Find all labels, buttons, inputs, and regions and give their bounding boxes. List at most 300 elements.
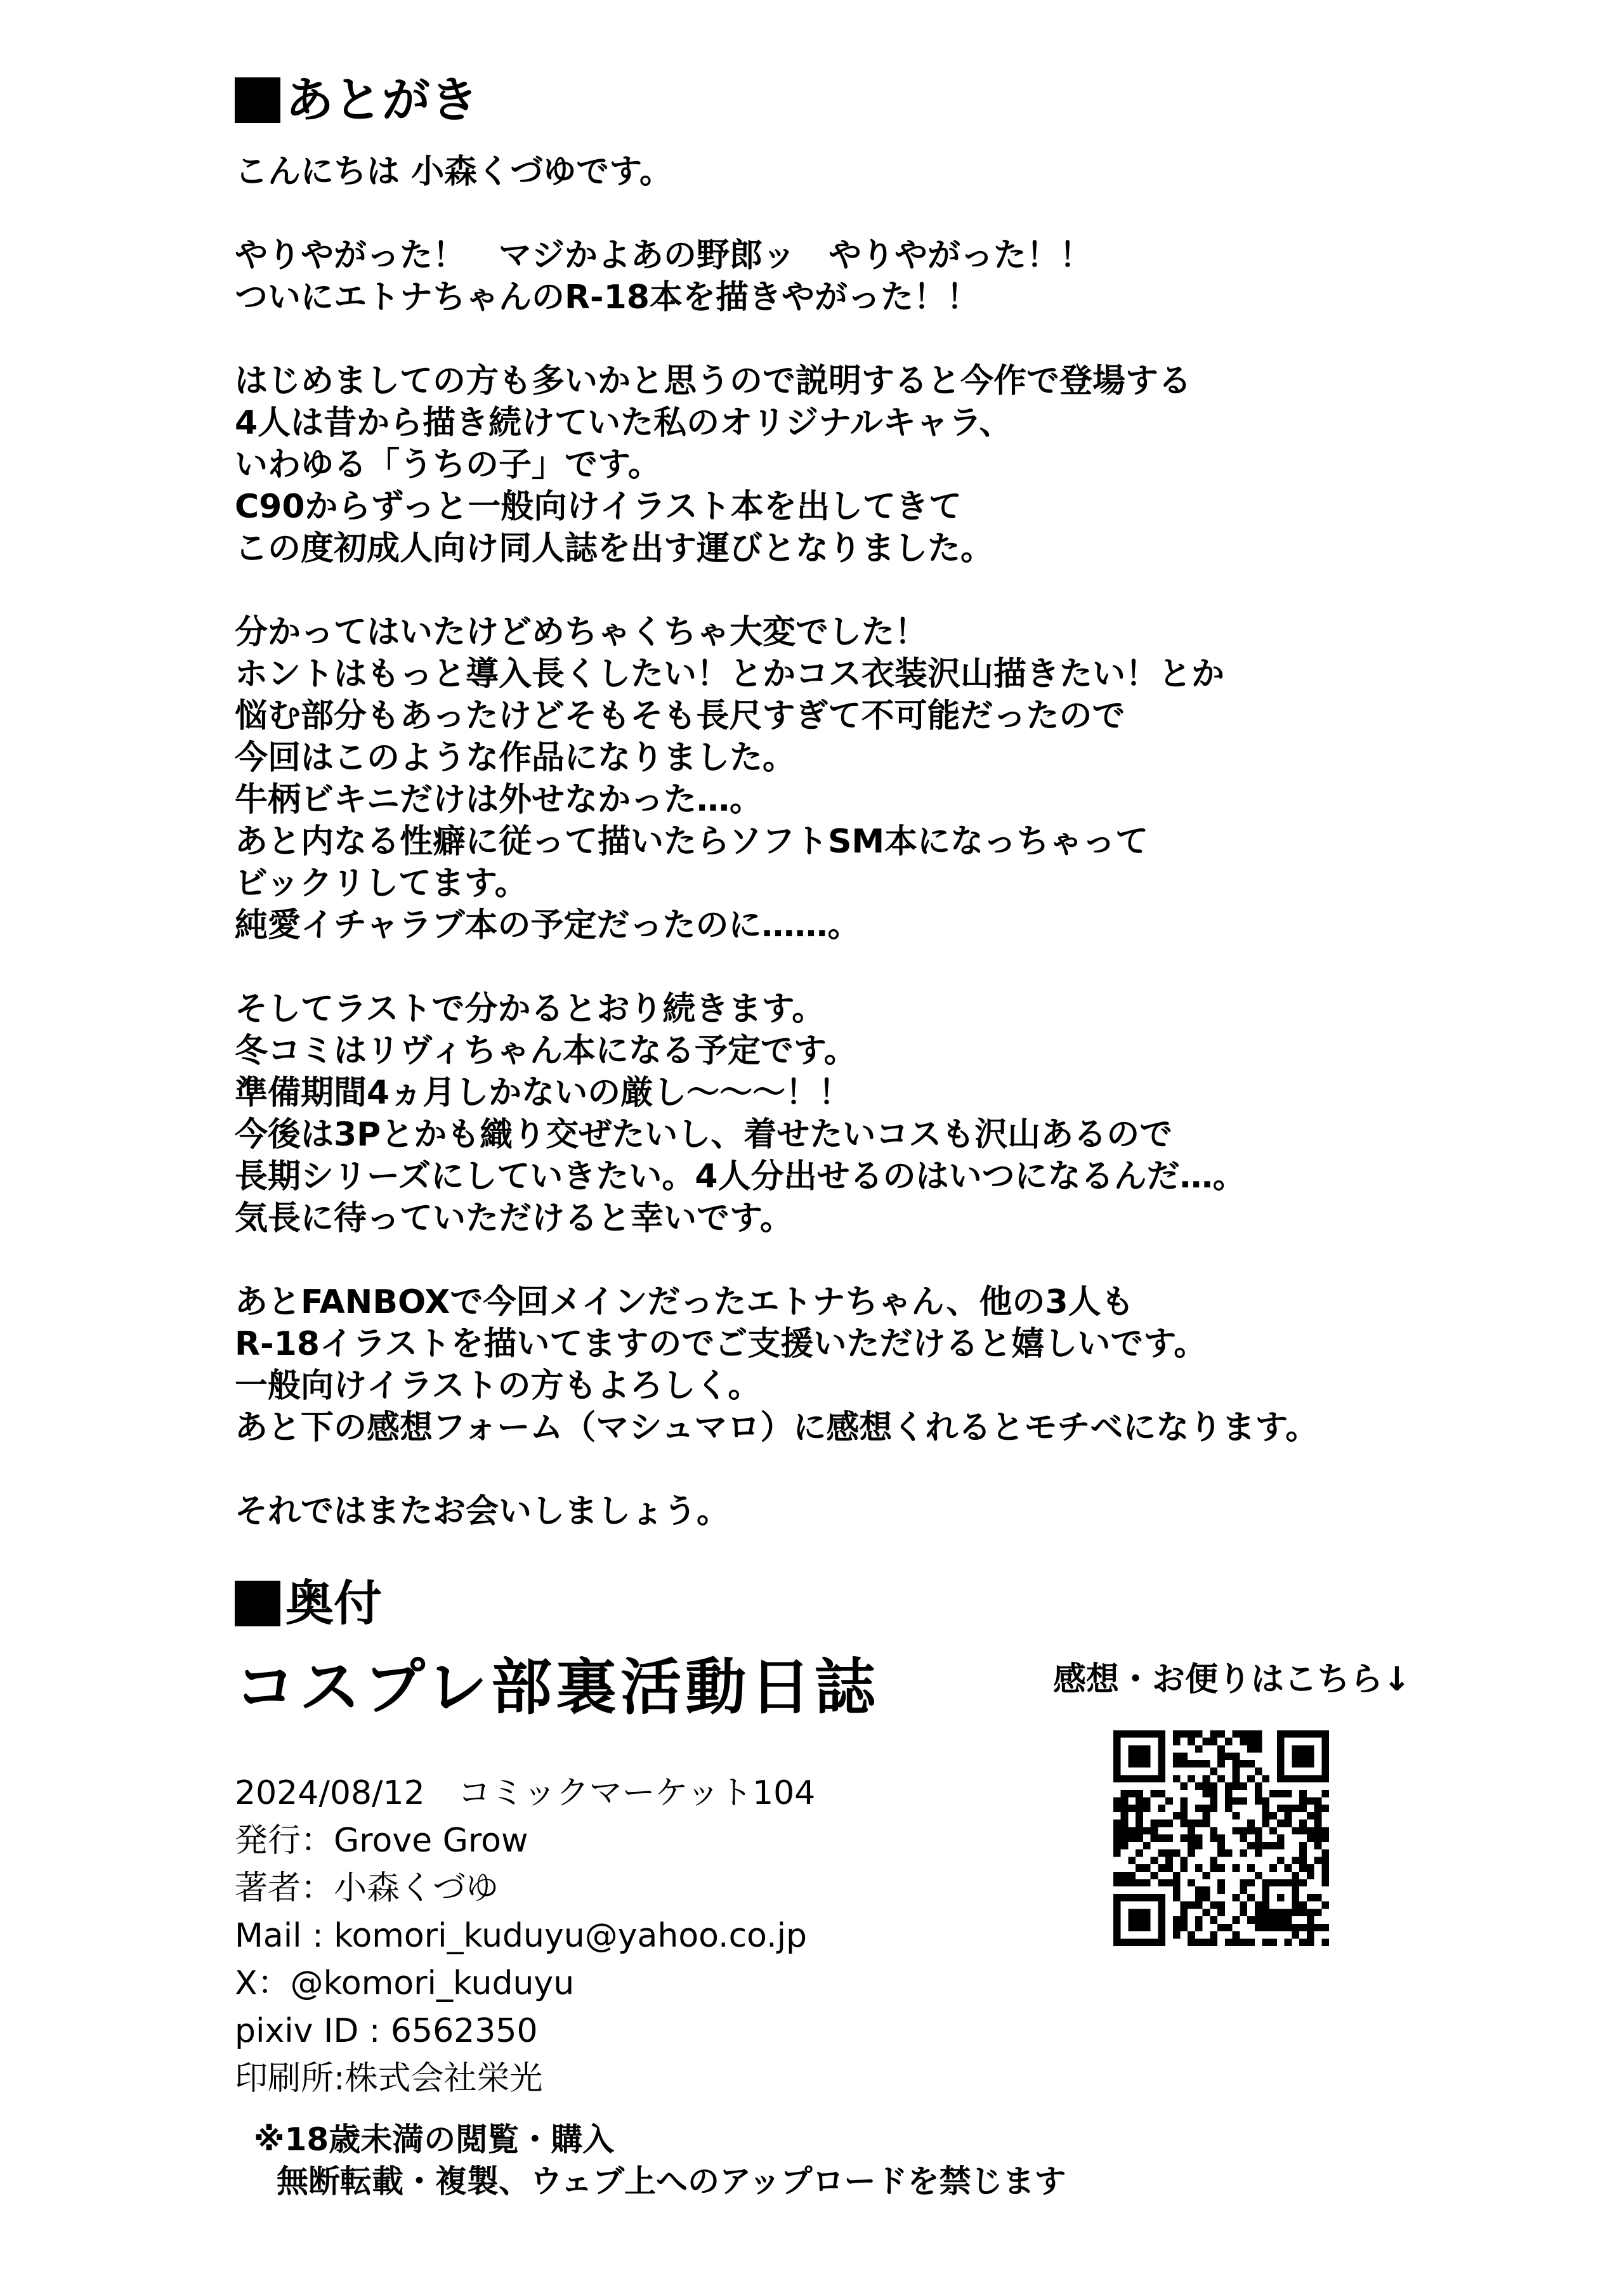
qr-module xyxy=(1277,1842,1285,1850)
qr-module xyxy=(1188,1850,1195,1857)
qr-module xyxy=(1136,1753,1143,1760)
qr-module xyxy=(1321,1857,1329,1864)
qr-module xyxy=(1143,1916,1151,1924)
qr-module xyxy=(1292,1902,1299,1909)
qr-module xyxy=(1225,1738,1233,1746)
qr-module xyxy=(1181,1864,1188,1872)
afterword-body xyxy=(235,151,1503,1574)
qr-module xyxy=(1292,1753,1299,1760)
qr-module xyxy=(1143,1894,1151,1902)
qr-module xyxy=(1136,1820,1143,1827)
qr-module xyxy=(1158,1745,1165,1753)
qr-module xyxy=(1217,1775,1225,1782)
qr-module xyxy=(1307,1812,1314,1820)
qr-module xyxy=(1262,1820,1269,1827)
qr-module xyxy=(1121,1812,1129,1820)
qr-module xyxy=(1247,1879,1255,1886)
qr-module xyxy=(1143,1909,1151,1916)
qr-module xyxy=(1181,1820,1188,1827)
qr-module xyxy=(1240,1827,1247,1834)
qr-module xyxy=(1195,1938,1203,1946)
qr-module xyxy=(1195,1834,1203,1842)
qr-module xyxy=(1121,1834,1129,1842)
qr-module xyxy=(1299,1902,1307,1909)
qr-module xyxy=(1113,1879,1121,1886)
qr-module xyxy=(1158,1909,1165,1916)
qr-module xyxy=(1181,1834,1188,1842)
qr-module xyxy=(1240,1798,1247,1805)
qr-module xyxy=(1247,1738,1255,1746)
qr-module xyxy=(1113,1931,1121,1939)
qr-module xyxy=(1128,1760,1136,1768)
paragraph xyxy=(235,611,1503,946)
qr-module xyxy=(1113,1820,1121,1827)
qr-module xyxy=(1128,1775,1136,1782)
qr-module xyxy=(1173,1872,1181,1879)
qr-module xyxy=(1173,1760,1181,1768)
book-title: コスプレ部裏活動日誌 xyxy=(235,1652,880,1723)
qr-module xyxy=(1314,1730,1322,1738)
qr-module xyxy=(1247,1842,1255,1850)
qr-module xyxy=(1203,1909,1210,1916)
qr-module xyxy=(1210,1857,1217,1864)
qr-module xyxy=(1136,1790,1143,1798)
text-line: やりやがった！ マジかよあの野郎ッ やりやがった！！ xyxy=(235,237,1093,275)
qr-module xyxy=(1307,1753,1314,1760)
qr-module xyxy=(1188,1820,1195,1827)
text-line: 純愛イチャラブ本の予定だったのに……。 xyxy=(235,906,861,944)
text-line: 今回はこのような作品になりました。 xyxy=(235,739,796,777)
qr-module xyxy=(1195,1745,1203,1753)
qr-module xyxy=(1292,1909,1299,1916)
qr-module xyxy=(1173,1894,1181,1902)
qr-module xyxy=(1225,1798,1233,1805)
qr-module xyxy=(1217,1745,1225,1753)
qr-module xyxy=(1203,1782,1210,1790)
text-line: 気長に待っていただけると幸いです。 xyxy=(235,1199,793,1238)
qr-module xyxy=(1217,1909,1225,1916)
qr-module xyxy=(1269,1812,1277,1820)
qr-module xyxy=(1195,1916,1203,1924)
qr-module xyxy=(1136,1745,1143,1753)
qr-module xyxy=(1210,1738,1217,1746)
qr-module xyxy=(1128,1753,1136,1760)
qr-module xyxy=(1113,1924,1121,1931)
qr-module xyxy=(1181,1924,1188,1931)
qr-module xyxy=(1181,1909,1188,1916)
qr-module xyxy=(1136,1798,1143,1805)
qr-module xyxy=(1136,1916,1143,1924)
qr-module xyxy=(1321,1760,1329,1768)
qr-module xyxy=(1158,1820,1165,1827)
qr-module xyxy=(1203,1886,1210,1894)
qr-module xyxy=(1307,1931,1314,1939)
qr-module xyxy=(1277,1738,1285,1746)
qr-module xyxy=(1113,1805,1121,1812)
event-date-line: 2024/08/12 コミックマーケット104 xyxy=(235,1774,816,1812)
qr-module xyxy=(1262,1842,1269,1850)
qr-module xyxy=(1173,1738,1181,1746)
qr-module xyxy=(1143,1938,1151,1946)
qr-module xyxy=(1181,1812,1188,1820)
qr-module xyxy=(1188,1760,1195,1768)
qr-module xyxy=(1165,1798,1173,1805)
text-line: あと下の感想フォーム（マシュマロ）に感想くれるとモチベになります。 xyxy=(235,1409,1319,1447)
qr-module xyxy=(1151,1827,1158,1834)
qr-module xyxy=(1255,1738,1262,1746)
qr-module xyxy=(1292,1745,1299,1753)
qr-module xyxy=(1299,1827,1307,1834)
qr-module xyxy=(1128,1872,1136,1879)
qr-module xyxy=(1299,1775,1307,1782)
qr-module xyxy=(1128,1879,1136,1886)
qr-module xyxy=(1143,1827,1151,1834)
qr-module xyxy=(1121,1894,1129,1902)
qr-module xyxy=(1173,1879,1181,1886)
qr-module xyxy=(1210,1902,1217,1909)
qr-module xyxy=(1233,1730,1240,1738)
qr-module xyxy=(1262,1894,1269,1902)
qr-module xyxy=(1277,1790,1285,1798)
qr-module xyxy=(1203,1820,1210,1827)
qr-module xyxy=(1240,1879,1247,1886)
qr-module xyxy=(1195,1782,1203,1790)
qr-module xyxy=(1173,1916,1181,1924)
qr-module xyxy=(1158,1931,1165,1939)
paragraph xyxy=(235,1491,1503,1532)
qr-module xyxy=(1173,1850,1181,1857)
qr-module xyxy=(1217,1864,1225,1872)
qr-module xyxy=(1195,1924,1203,1931)
qr-module xyxy=(1121,1879,1129,1886)
qr-module xyxy=(1188,1738,1195,1746)
qr-module xyxy=(1188,1834,1195,1842)
qr-module xyxy=(1195,1902,1203,1909)
qr-module xyxy=(1262,1879,1269,1886)
qr-module xyxy=(1151,1790,1158,1798)
qr-module xyxy=(1136,1834,1143,1842)
qr-module xyxy=(1269,1842,1277,1850)
qr-module xyxy=(1314,1842,1322,1850)
qr-module xyxy=(1188,1827,1195,1834)
text-line: C90からずっと一般向けイラスト本を出してきて xyxy=(235,488,962,526)
qr-module xyxy=(1217,1886,1225,1894)
qr-module xyxy=(1299,1805,1307,1812)
qr-module xyxy=(1173,1886,1181,1894)
qr-module xyxy=(1203,1805,1210,1812)
qr-module xyxy=(1181,1782,1188,1790)
qr-module xyxy=(1158,1879,1165,1886)
qr-module xyxy=(1210,1730,1217,1738)
black-square-icon xyxy=(235,1581,280,1626)
qr-module xyxy=(1255,1768,1262,1775)
qr-module xyxy=(1203,1894,1210,1902)
qr-module xyxy=(1233,1768,1240,1775)
qr-module xyxy=(1299,1760,1307,1768)
qr-module xyxy=(1158,1902,1165,1909)
qr-module xyxy=(1269,1790,1277,1798)
qr-module xyxy=(1158,1938,1165,1946)
text-line: あとFANBOXで今回メインだったエトナちゃん、他の3人も xyxy=(235,1283,1134,1321)
qr-module xyxy=(1321,1790,1329,1798)
qr-module xyxy=(1136,1760,1143,1768)
qr-module xyxy=(1285,1790,1292,1798)
qr-module xyxy=(1307,1916,1314,1924)
qr-module xyxy=(1128,1745,1136,1753)
qr-module xyxy=(1321,1805,1329,1812)
qr-module xyxy=(1285,1938,1292,1946)
qr-module xyxy=(1299,1820,1307,1827)
qr-module xyxy=(1307,1894,1314,1902)
qr-module xyxy=(1292,1894,1299,1902)
qr-module xyxy=(1151,1730,1158,1738)
qr-module xyxy=(1233,1916,1240,1924)
qr-module xyxy=(1255,1798,1262,1805)
qr-module xyxy=(1217,1924,1225,1931)
qr-module xyxy=(1217,1902,1225,1909)
text-line: ビックリしてます。 xyxy=(235,865,528,903)
qr-module xyxy=(1321,1938,1329,1946)
qr-module xyxy=(1277,1745,1285,1753)
qr-module xyxy=(1151,1894,1158,1902)
qr-module xyxy=(1173,1753,1181,1760)
qr-module xyxy=(1121,1790,1129,1798)
qr-module xyxy=(1307,1938,1314,1946)
qr-module xyxy=(1128,1857,1136,1864)
qr-module xyxy=(1285,1805,1292,1812)
qr-module xyxy=(1307,1730,1314,1738)
qr-module xyxy=(1277,1879,1285,1886)
qr-module xyxy=(1143,1798,1151,1805)
qr-module xyxy=(1128,1834,1136,1842)
qr-module xyxy=(1225,1938,1233,1946)
text-line: 一般向けイラストの方もよろしく。 xyxy=(235,1367,761,1405)
qr-module xyxy=(1233,1782,1240,1790)
qr-module xyxy=(1321,1864,1329,1872)
qr-module xyxy=(1113,1894,1121,1902)
qr-module xyxy=(1195,1886,1203,1894)
qr-module xyxy=(1314,1820,1322,1827)
qr-module xyxy=(1277,1753,1285,1760)
qr-module xyxy=(1158,1850,1165,1857)
qr-module xyxy=(1262,1916,1269,1924)
qr-module xyxy=(1158,1864,1165,1872)
qr-module xyxy=(1299,1730,1307,1738)
qr-module xyxy=(1262,1886,1269,1894)
qr-module xyxy=(1233,1760,1240,1768)
colophon-heading-text: 奥付 xyxy=(285,1575,382,1631)
qr-module xyxy=(1314,1894,1322,1902)
qr-module xyxy=(1210,1768,1217,1775)
qr-module xyxy=(1299,1842,1307,1850)
qr-module xyxy=(1128,1924,1136,1931)
qr-module xyxy=(1269,1864,1277,1872)
qr-module xyxy=(1121,1730,1129,1738)
qr-module xyxy=(1240,1782,1247,1790)
qr-module xyxy=(1210,1834,1217,1842)
qr-module xyxy=(1217,1834,1225,1842)
qr-module xyxy=(1195,1730,1203,1738)
text-line: 牛柄ビキニだけは外せなかった…。 xyxy=(235,781,763,819)
qr-module xyxy=(1188,1775,1195,1782)
qr-module xyxy=(1181,1753,1188,1760)
qr-module xyxy=(1143,1805,1151,1812)
qr-module xyxy=(1158,1790,1165,1798)
qr-module xyxy=(1314,1924,1322,1931)
qr-module xyxy=(1181,1730,1188,1738)
qr-module xyxy=(1188,1938,1195,1946)
qr-module xyxy=(1314,1827,1322,1834)
colophon-heading xyxy=(235,1575,382,1631)
qr-module xyxy=(1292,1760,1299,1768)
qr-module xyxy=(1321,1775,1329,1782)
qr-module xyxy=(1292,1827,1299,1834)
qr-module xyxy=(1247,1894,1255,1902)
qr-module xyxy=(1136,1864,1143,1872)
qr-module xyxy=(1292,1872,1299,1879)
qr-module xyxy=(1321,1827,1329,1834)
qr-module xyxy=(1240,1886,1247,1894)
qr-module xyxy=(1240,1760,1247,1768)
qr-module xyxy=(1203,1738,1210,1746)
qr-code-icon[interactable] xyxy=(1113,1730,1329,1946)
qr-module xyxy=(1255,1827,1262,1834)
qr-module xyxy=(1307,1909,1314,1916)
qr-module xyxy=(1181,1805,1188,1812)
qr-module xyxy=(1247,1760,1255,1768)
qr-module xyxy=(1113,1938,1121,1946)
qr-module xyxy=(1210,1805,1217,1812)
qr-module xyxy=(1136,1775,1143,1782)
qr-module xyxy=(1158,1730,1165,1738)
qr-module xyxy=(1136,1924,1143,1931)
qr-module xyxy=(1233,1827,1240,1834)
qr-module xyxy=(1307,1872,1314,1879)
qr-module xyxy=(1136,1894,1143,1902)
qr-module xyxy=(1173,1924,1181,1931)
qr-module xyxy=(1277,1857,1285,1864)
qr-module xyxy=(1285,1775,1292,1782)
qr-module xyxy=(1321,1730,1329,1738)
qr-module xyxy=(1321,1753,1329,1760)
qr-module xyxy=(1128,1916,1136,1924)
qr-module xyxy=(1233,1753,1240,1760)
qr-module xyxy=(1314,1812,1322,1820)
qr-module xyxy=(1277,1775,1285,1782)
qr-module xyxy=(1321,1834,1329,1842)
qr-module xyxy=(1255,1745,1262,1753)
qr-module xyxy=(1113,1730,1121,1738)
qr-module xyxy=(1314,1834,1322,1842)
qr-module xyxy=(1158,1753,1165,1760)
qr-module xyxy=(1188,1902,1195,1909)
qr-module xyxy=(1299,1857,1307,1864)
qr-module xyxy=(1158,1916,1165,1924)
afterword-heading xyxy=(235,72,478,128)
qr-module xyxy=(1210,1931,1217,1939)
qr-module xyxy=(1181,1760,1188,1768)
qr-module xyxy=(1240,1738,1247,1746)
qr-module xyxy=(1292,1805,1299,1812)
qr-module xyxy=(1255,1924,1262,1931)
qr-module xyxy=(1113,1753,1121,1760)
qr-module xyxy=(1277,1894,1285,1902)
qr-module xyxy=(1128,1894,1136,1902)
qr-module xyxy=(1299,1745,1307,1753)
qr-module xyxy=(1225,1782,1233,1790)
qr-module xyxy=(1233,1931,1240,1939)
text-line: 4人は昔から描き続けていた私のオリジナルキャラ、 xyxy=(235,404,1012,442)
publisher-line: 発行：Grove Grow xyxy=(235,1822,528,1860)
qr-module xyxy=(1217,1760,1225,1768)
qr-module xyxy=(1195,1894,1203,1902)
qr-module xyxy=(1210,1938,1217,1946)
qr-module xyxy=(1255,1909,1262,1916)
qr-module xyxy=(1247,1827,1255,1834)
text-line: R-18イラストを描いてますのでご支援いただけると嬉しいです。 xyxy=(235,1325,1207,1363)
qr-module xyxy=(1277,1924,1285,1931)
qr-module xyxy=(1143,1879,1151,1886)
qr-module xyxy=(1113,1738,1121,1746)
qr-module xyxy=(1217,1753,1225,1760)
text-line: ついにエトナちゃんのR-18本を描きやがった！！ xyxy=(235,278,979,317)
qr-module xyxy=(1255,1834,1262,1842)
text-line: 冬コミはリヴィちゃん本になる予定です。 xyxy=(235,1032,857,1070)
qr-module xyxy=(1113,1872,1121,1879)
qr-module xyxy=(1210,1864,1217,1872)
qr-module xyxy=(1143,1842,1151,1850)
qr-module xyxy=(1165,1820,1173,1827)
qr-module xyxy=(1247,1730,1255,1738)
qr-module xyxy=(1307,1834,1314,1842)
qr-module xyxy=(1128,1938,1136,1946)
notice-line: 無断転載・複製、ウェブ上へのアップロードを禁じます xyxy=(277,2163,1066,2200)
printer-line: 印刷所:株式会社栄光 xyxy=(235,2060,543,2098)
qr-module xyxy=(1203,1790,1210,1798)
qr-module xyxy=(1151,1872,1158,1879)
qr-module xyxy=(1255,1902,1262,1909)
qr-module xyxy=(1233,1894,1240,1902)
qr-module xyxy=(1195,1864,1203,1872)
qr-module xyxy=(1173,1931,1181,1939)
pixiv-id-line: pixiv ID : 6562350 xyxy=(235,2012,538,2050)
qr-module xyxy=(1307,1798,1314,1805)
qr-module xyxy=(1225,1924,1233,1931)
qr-module xyxy=(1307,1745,1314,1753)
qr-module xyxy=(1262,1938,1269,1946)
qr-module xyxy=(1299,1798,1307,1805)
qr-module xyxy=(1151,1857,1158,1864)
qr-module xyxy=(1113,1798,1121,1805)
qr-module xyxy=(1181,1798,1188,1805)
qr-module xyxy=(1121,1842,1129,1850)
qr-module xyxy=(1299,1753,1307,1760)
qr-module xyxy=(1151,1820,1158,1827)
paragraph xyxy=(235,151,1503,193)
qr-module xyxy=(1210,1798,1217,1805)
qr-module xyxy=(1262,1798,1269,1805)
qr-module xyxy=(1188,1730,1195,1738)
qr-module xyxy=(1299,1850,1307,1857)
qr-module xyxy=(1321,1745,1329,1753)
qr-module xyxy=(1136,1850,1143,1857)
qr-module xyxy=(1181,1902,1188,1909)
text-line: それではまたお会いしましょう。 xyxy=(235,1493,730,1531)
qr-module xyxy=(1203,1872,1210,1879)
qr-module xyxy=(1188,1931,1195,1939)
qr-module xyxy=(1247,1916,1255,1924)
qr-module xyxy=(1307,1827,1314,1834)
